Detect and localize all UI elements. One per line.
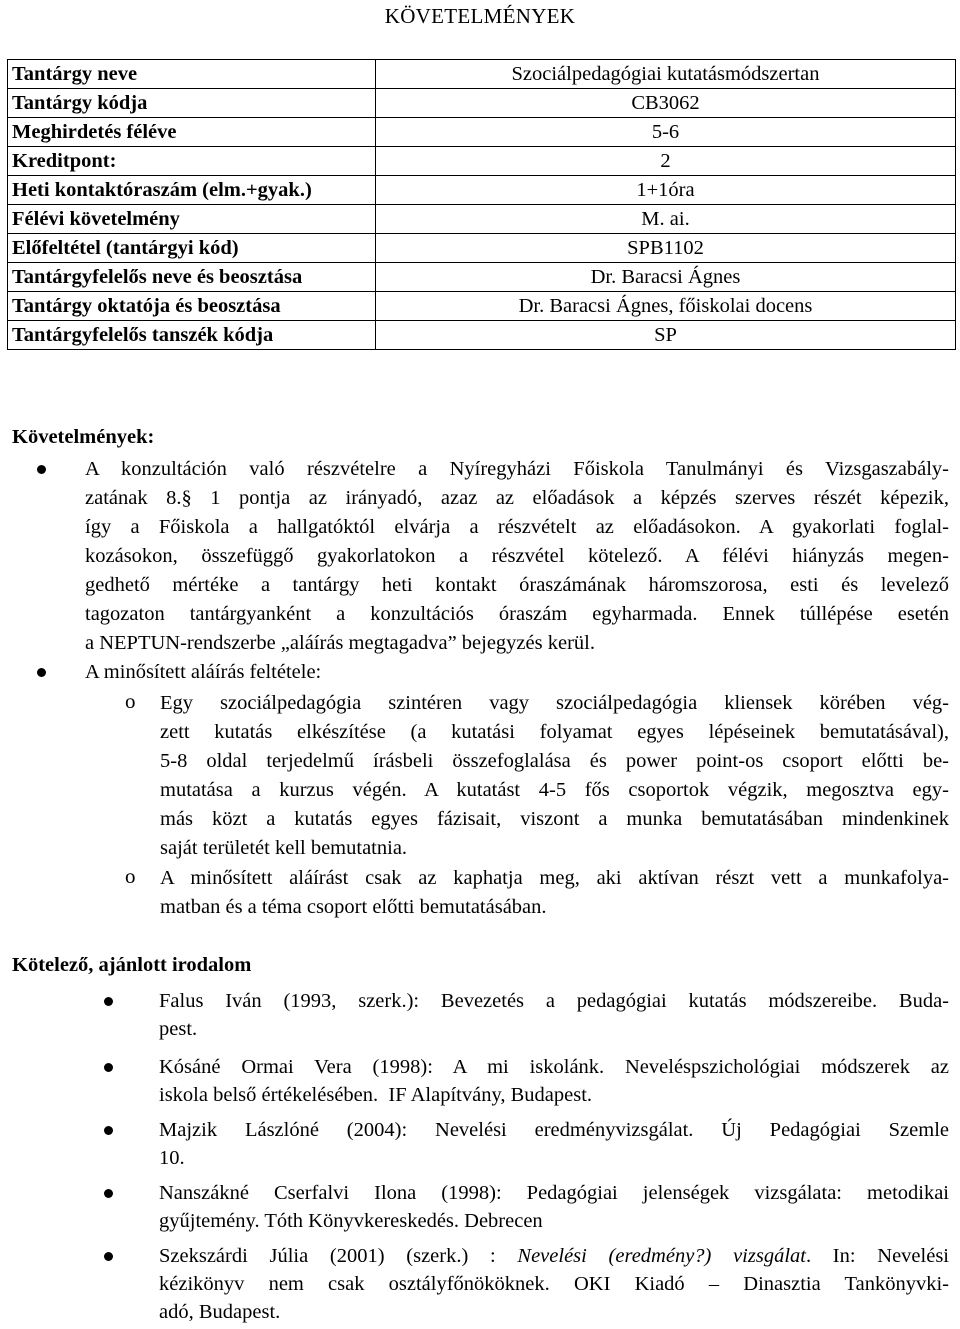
requirements-heading: Követelmények:: [12, 426, 155, 448]
paragraph-line: mutatása a kurzus végén. A kutatást 4-5 fős csoportok végzik, megosztva egy-: [160, 779, 949, 801]
row-label: Meghirdetés féléve: [8, 118, 376, 147]
row-label: Félévi követelmény: [8, 205, 376, 234]
bullet-dot: [104, 997, 113, 1006]
table-row: [8, 292, 956, 321]
row-value: 1+1óra: [376, 176, 956, 205]
literature-line: gyűjtemény. Tóth Könyvkereskedés. Debrecen: [159, 1210, 543, 1232]
paragraph-line: A minősített aláírást csak az kaphatja meg, aki aktívan részt vett a munkafolya-: [160, 867, 949, 889]
signature-condition-paragraph: [160, 864, 949, 922]
table-row: [8, 321, 956, 350]
paragraph-line: Egy szociálpedagógia szintéren vagy szociálpedagógia kliensek körében vég-: [160, 692, 949, 714]
citation-italic-title: Nevelési (eredmény?) vizsgálat: [517, 1245, 806, 1267]
bullet-dot: [37, 668, 46, 677]
literature-line: [159, 1242, 949, 1270]
row-value: Dr. Baracsi Ágnes: [376, 263, 956, 292]
literature-item: [159, 1053, 949, 1109]
sub-bullet-marker: o: [125, 864, 136, 888]
bullet-dot: [104, 1252, 113, 1261]
paragraph-line: matban és a téma csoport előtti bemutatásában.: [160, 896, 547, 918]
row-value: SP: [376, 321, 956, 350]
literature-item: [159, 987, 949, 1043]
bullet-dot: [37, 465, 46, 474]
bullet-dot: [104, 1063, 113, 1072]
paragraph-line: zatának 8.§ 1 pontja az irányadó, azaz az előadások a képzés szerves részét képezik,: [85, 487, 949, 509]
paragraph-line: a NEPTUN-rendszerbe „aláírás megtagadva” bejegyzés kerül.: [85, 632, 595, 654]
literature-line: kézikönyv nem csak osztályfőnököknek. OKI Kiadó – Dinasztia Tankönyvki-: [159, 1273, 949, 1295]
row-label: Tantárgy kódja: [8, 89, 376, 118]
literature-line: pest.: [159, 1018, 198, 1040]
row-value: SPB1102: [376, 234, 956, 263]
attendance-paragraph: [85, 455, 949, 658]
literature-line: 10.: [159, 1147, 185, 1169]
literature-item: [159, 1242, 949, 1326]
table-row: [8, 205, 956, 234]
literature-heading: Kötelező, ajánlott irodalom: [12, 954, 252, 976]
literature-item: [159, 1116, 949, 1172]
table-row: [8, 176, 956, 205]
table-row: [8, 89, 956, 118]
literature-line: Majzik Lászlóné (2004): Nevelési eredményvizsgálat. Új Pedagógiai Szemle: [159, 1119, 949, 1141]
table-row: [8, 147, 956, 176]
bullet-dot: [104, 1126, 113, 1135]
row-value: Szociálpedagógiai kutatásmódszertan: [376, 60, 956, 89]
sub-bullet-marker: o: [125, 689, 136, 713]
row-value: 5-6: [376, 118, 956, 147]
literature-line: Nanszákné Cserfalvi Ilona (1998): Pedagógiai jelenségek vizsgálata: metodikai: [159, 1182, 949, 1204]
row-value: Dr. Baracsi Ágnes, főiskolai docens: [376, 292, 956, 321]
row-value: CB3062: [376, 89, 956, 118]
qualified-signature-title: A minősített aláírás feltétele:: [85, 661, 322, 683]
literature-line: Kósáné Ormai Vera (1998): A mi iskolánk. Neveléspszichológiai módszerek az: [159, 1056, 949, 1078]
row-value: 2: [376, 147, 956, 176]
row-label: Kreditpont:: [8, 147, 376, 176]
row-value: M. ai.: [376, 205, 956, 234]
row-label: Tantárgyfelelős neve és beosztása: [8, 263, 376, 292]
literature-line: Falus Iván (1993, szerk.): Bevezetés a pedagógiai kutatás módszereibe. Buda-: [159, 990, 949, 1012]
paragraph-line: A konzultáción való részvételre a Nyíregyházi Főiskola Tanulmányi és Vizsgaszabály-: [85, 458, 949, 480]
table-row: [8, 60, 956, 89]
row-label: Tantárgy neve: [8, 60, 376, 89]
row-label: Tantárgyfelelős tanszék kódja: [8, 321, 376, 350]
row-label: Heti kontaktóraszám (elm.+gyak.): [8, 176, 376, 205]
literature-line: adó, Budapest.: [159, 1301, 281, 1323]
citation-text: . In: Nevelési: [805, 1245, 949, 1267]
course-info-table: [7, 59, 956, 350]
research-task-paragraph: [160, 689, 949, 863]
document-title: KÖVETELMÉNYEK: [384, 4, 576, 28]
paragraph-line: tagozaton tantárgyanként a konzultációs óraszám egyharmada. Ennek túllépése esetén: [85, 603, 949, 625]
paragraph-line: saját területét kell bemutatnia.: [160, 837, 408, 859]
paragraph-line: kozásokon, összefüggő gyakorlatokon a részvétel kötelező. A félévi hiányzás megen-: [85, 545, 949, 567]
row-label: Tantárgy oktatója és beosztása: [8, 292, 376, 321]
row-label: Előfeltétel (tantárgyi kód): [8, 234, 376, 263]
table-row: [8, 263, 956, 292]
literature-line: iskola belső értékelésében. IF Alapítvány, Budapest.: [159, 1084, 593, 1106]
bullet-dot: [104, 1189, 113, 1198]
paragraph-line: zett kutatás elkészítése (a kutatási folyamat egyes lépéseinek bemutatásával),: [160, 721, 949, 743]
citation-text: Szekszárdi Júlia (2001) (szerk.) :: [159, 1245, 518, 1267]
paragraph-line: más közt a kutatás egyes fázisait, viszont a munka bemutatásában mindenkinek: [160, 808, 949, 830]
table-row: [8, 234, 956, 263]
literature-item: [159, 1179, 949, 1235]
paragraph-line: így a Főiskola a hallgatóktól elvárja a részvételt az előadásokon. A gyakorlati foglal-: [85, 516, 949, 538]
paragraph-line: 5-8 oldal terjedelmű írásbeli összefoglalása és power point-os csoport előtti be-: [160, 750, 949, 772]
table-row: [8, 118, 956, 147]
paragraph-line: gedhető mértéke a tantárgy heti kontakt óraszámának háromszorosa, esti és levelező: [85, 574, 949, 596]
